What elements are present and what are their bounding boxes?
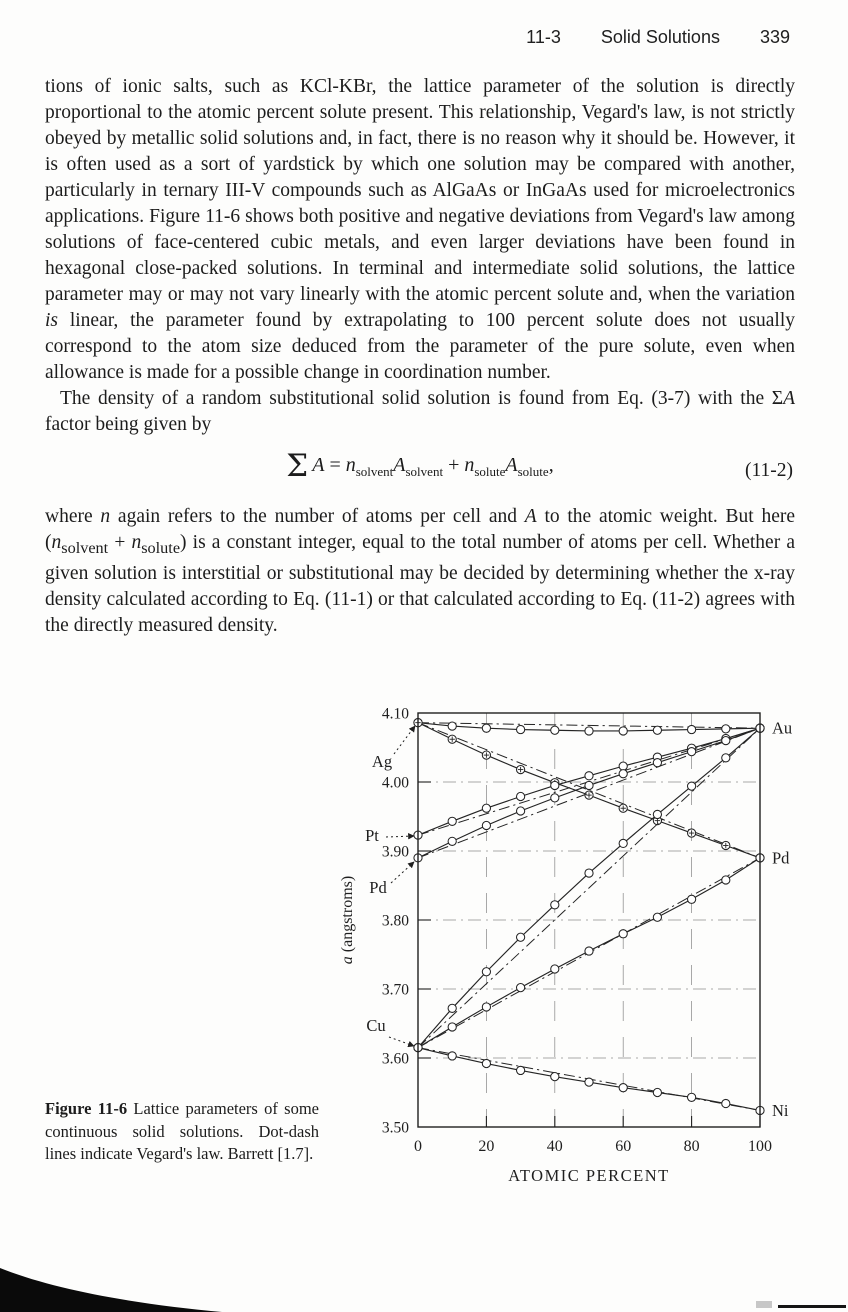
data-point-marker (585, 1078, 593, 1086)
element-label-Au-right: Au (772, 718, 793, 738)
data-point-marker (448, 1023, 456, 1031)
x-tick-label: 40 (546, 1138, 563, 1155)
data-point-marker (619, 1084, 627, 1092)
equation-number: (11-2) (744, 460, 793, 481)
data-point-marker (722, 754, 730, 762)
data-point-marker (619, 770, 627, 778)
paragraph-3: where n again refers to the number of atoms per cell and A to the atomic weight. But here $(n_{solvent} + n_{solute})$ is a constant integer, equal to the total number of atoms per cell. Whether a given solution is interstitial or substitutional may be decided by determining whether the x-ray density calculated according to Eq. (11-1) or that calculated according to Eq. (11-2) agrees with the directly measured density. (45, 506, 796, 636)
scan-bottom-mark (778, 1305, 846, 1308)
data-point-marker (688, 895, 696, 903)
data-point-marker (448, 817, 456, 825)
page-number: 339 (759, 27, 790, 47)
data-point-marker (688, 1093, 696, 1101)
element-label-Cu-left: Cu (366, 1016, 386, 1035)
data-point-marker (688, 725, 696, 733)
data-point-marker (517, 792, 525, 800)
data-point-marker (551, 901, 559, 909)
data-point-marker (722, 725, 730, 733)
y-tick-label: 4.10 (381, 705, 409, 723)
data-point-marker (482, 1003, 490, 1011)
data-point-marker (551, 726, 559, 734)
data-point-marker (722, 737, 730, 745)
data-point-marker (653, 810, 661, 818)
leader-arrow-Ag (394, 726, 415, 754)
element-label-Ni-right: Ni (772, 1100, 789, 1120)
data-point-marker (585, 772, 593, 780)
data-point-marker (653, 726, 661, 734)
section-number: 11-3 (526, 27, 561, 47)
data-point-marker (517, 725, 525, 733)
leader-arrow-Cu (389, 1037, 414, 1046)
scan-corner-artifact (0, 1262, 240, 1312)
x-tick-label: 20 (478, 1138, 495, 1155)
data-point-marker (653, 913, 661, 921)
figure-chart (330, 695, 840, 1195)
data-point-marker (517, 807, 525, 815)
figure-caption: Figure 11-6 Lattice parameters of some continuous solid solutions. Dot-dash lines indicate Vegard's law. Barrett [1.7]. (45, 1099, 320, 1163)
data-point-marker (551, 781, 559, 789)
data-point-marker (551, 1073, 559, 1081)
paragraph-2: The density of a random substitutional solid solution is found from Eq. (3-7) with the ΣA factor being given by (45, 388, 795, 435)
data-point-marker (482, 968, 490, 976)
data-point-marker (585, 947, 593, 955)
x-tick-label: 0 (414, 1138, 422, 1155)
data-point-marker (517, 1066, 525, 1074)
leader-arrow-Pt (386, 836, 414, 837)
chart-axes (339, 706, 772, 1186)
data-point-marker (448, 1052, 456, 1060)
section-title: Solid Solutions (600, 27, 720, 47)
y-tick-label: 3.60 (381, 1050, 409, 1068)
data-point-marker (619, 839, 627, 847)
data-point-marker (653, 1088, 661, 1096)
data-point-marker (585, 727, 593, 735)
series-Cu-Ni (414, 1044, 764, 1115)
data-point-marker (722, 1099, 730, 1107)
data-point-marker (517, 933, 525, 941)
x-tick-label: 60 (615, 1138, 632, 1155)
series-Ag-Pd (414, 719, 764, 862)
data-point-marker (551, 965, 559, 973)
data-point-marker (482, 724, 490, 732)
leader-arrow-Pd (391, 862, 414, 883)
element-label-Ag-left: Ag (371, 752, 393, 771)
x-tick-label: 80 (683, 1138, 700, 1155)
data-point-marker (482, 1059, 490, 1067)
y-tick-label: 4.00 (381, 774, 409, 792)
data-point-marker (619, 930, 627, 938)
data-point-marker (688, 782, 696, 790)
data-point-marker (482, 804, 490, 812)
y-axis-title: a (angstroms) (339, 875, 356, 965)
y-tick-label: 3.80 (381, 912, 409, 930)
data-point-marker (585, 781, 593, 789)
data-point-marker (551, 794, 559, 802)
y-tick-label: 3.70 (381, 981, 409, 999)
element-label-Pt-left: Pt (365, 826, 379, 845)
body-text-column (45, 74, 795, 639)
data-point-marker (517, 984, 525, 992)
data-point-marker (688, 748, 696, 756)
page-header (45, 27, 790, 48)
paragraph-1: tions of ionic salts, such as KCl-KBr, the lattice parameter of the solution is directly proportional to the atomic percent solute present. This relationship, Vegard's law, is not strictly obeyed by metallic solid solutions and, in fact, there is no reason why it should be. However, it is often used as a sort of yardstick by which one solution may be compared with another, particularly in ternary III-V compounds such as AlGaAs or InGaAs used for microelectronics applications. Figure 11-6 shows both positive and negative deviations from Vegard's law among solutions of face-centered cubic metals, and even larger deviations have been found in hexagonal close-packed solutions. In terminal and intermediate solid solutions, the lattice parameter may or may not vary linearly with the atomic percent solute and, when the variation is linear, the parameter found by extrapolating to 100 percent solute does not usually correspond to the atom size deduced from the parameter of the pure solute, even when allowance is made for a possible change in coordination number. (45, 76, 795, 383)
data-point-marker (448, 837, 456, 845)
data-point-marker (619, 762, 627, 770)
y-tick-label: 3.90 (381, 843, 409, 861)
x-axis-title: ATOMIC PERCENT (508, 1166, 670, 1185)
x-tick-label: 100 (748, 1138, 772, 1155)
y-tick-label: 3.50 (381, 1119, 409, 1137)
element-label-Pd-right: Pd (772, 848, 790, 868)
series-Cu-Pd (414, 854, 764, 1052)
data-point-marker (619, 727, 627, 735)
series-Ag-Au (414, 719, 764, 735)
data-point-marker (722, 876, 730, 884)
data-point-marker (482, 821, 490, 829)
scan-smudge-artifact (756, 1301, 772, 1308)
equation-11-2-row (45, 448, 795, 492)
data-point-marker (653, 759, 661, 767)
lattice-parameter-chart (330, 695, 840, 1195)
equation-11-2: Σ $A = n_{solvent}A_{solvent} + n_{solute}A_{solute}$, (286, 448, 554, 484)
data-point-marker (585, 869, 593, 877)
element-label-Pd-left: Pd (369, 878, 387, 897)
data-point-marker (448, 722, 456, 730)
data-point-marker (448, 1004, 456, 1012)
